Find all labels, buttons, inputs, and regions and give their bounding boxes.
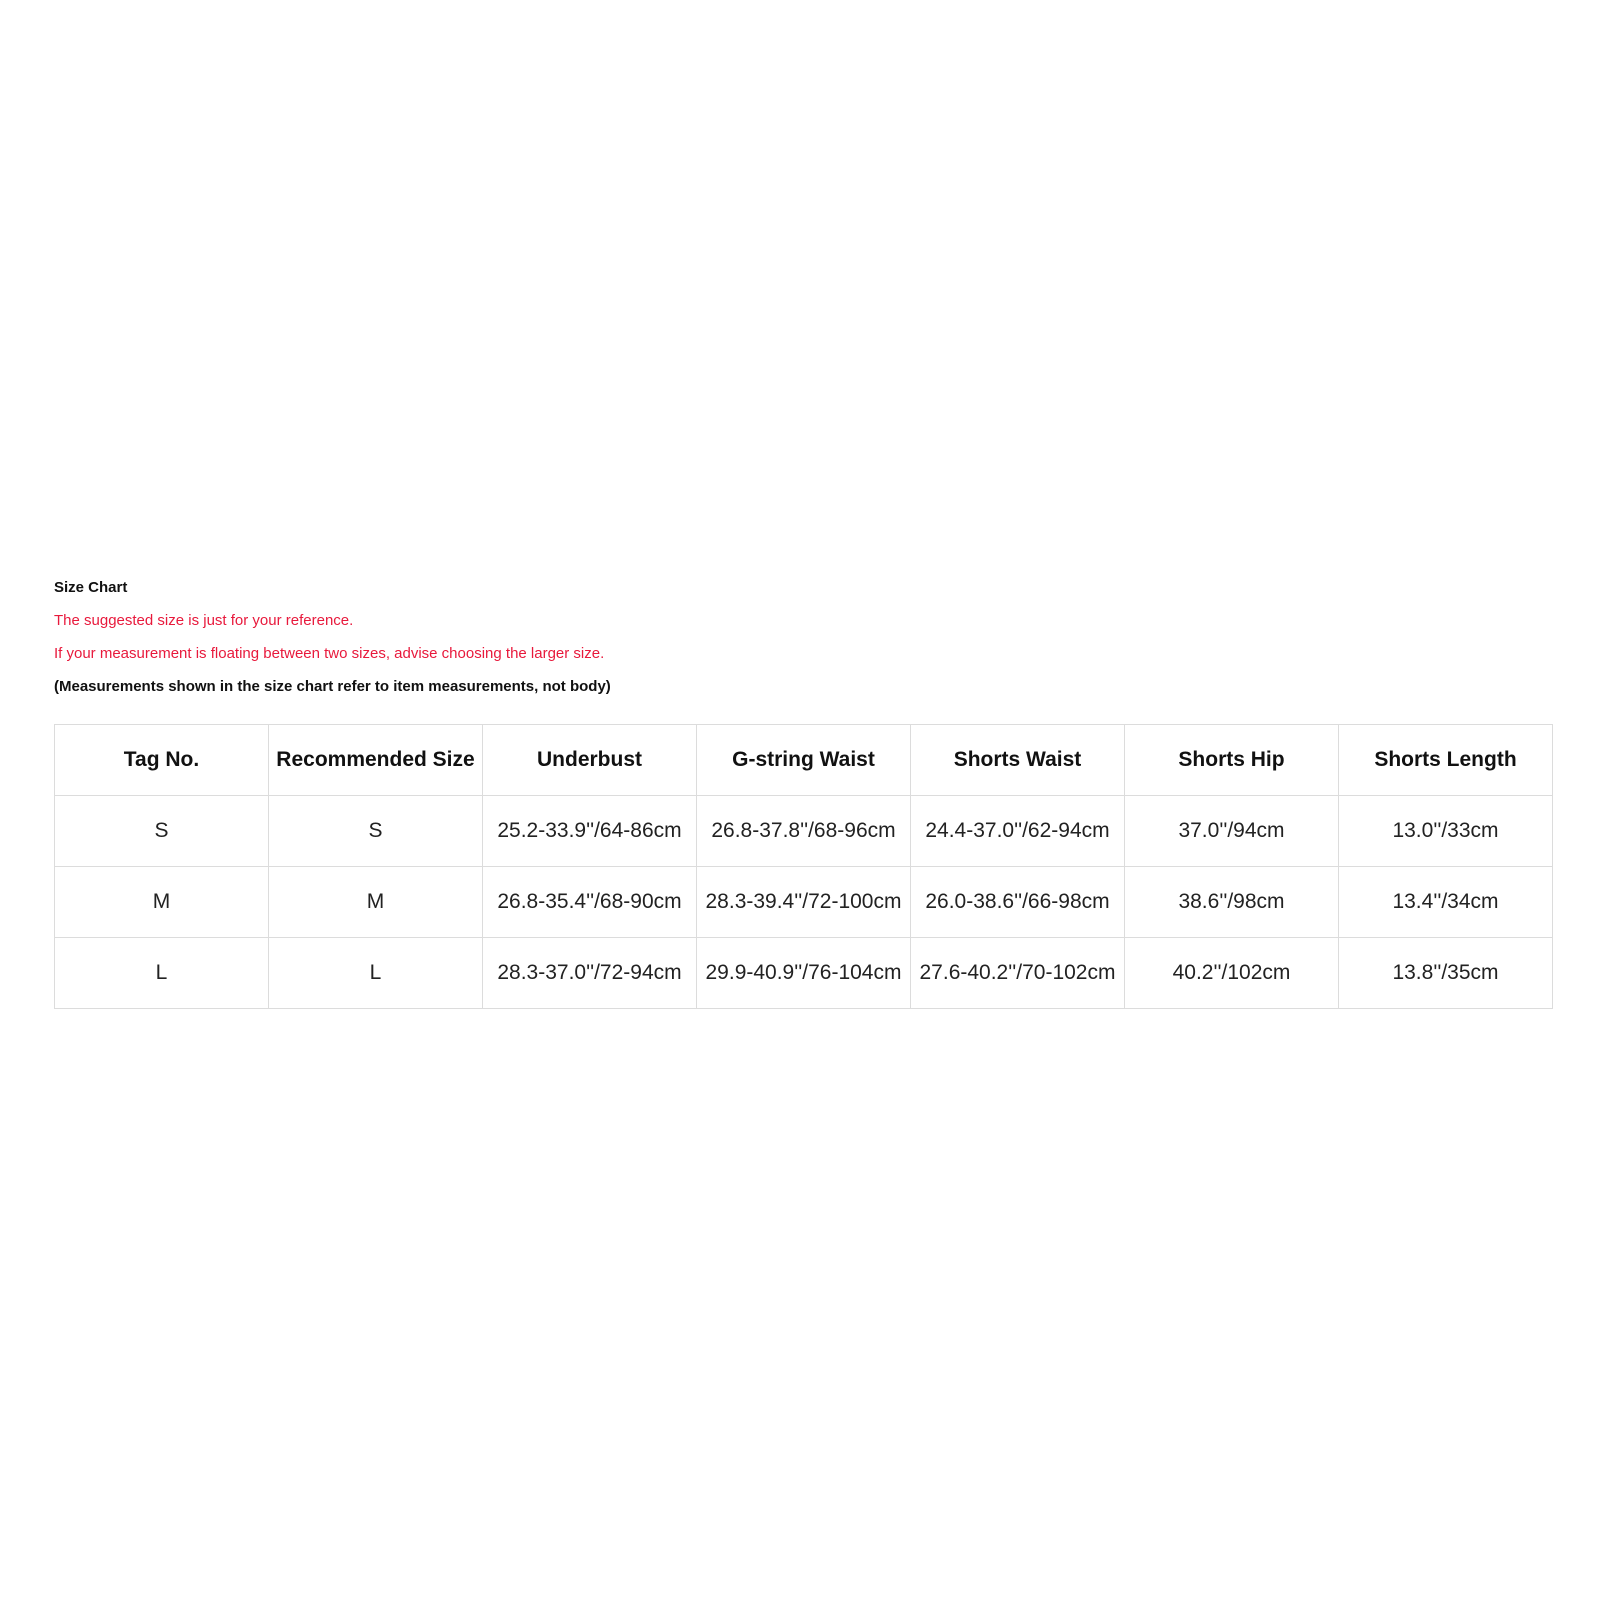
cell-g-string-waist: 29.9-40.9''/76-104cm (697, 938, 911, 1009)
cell-recommended-size: L (269, 938, 483, 1009)
table-row (55, 796, 1553, 867)
table-row (55, 867, 1553, 938)
size-chart (54, 578, 1552, 984)
reference-note: The suggested size is just for your reference. (54, 612, 354, 629)
chart-title: Size Chart (54, 579, 128, 596)
cell-tag-no: M (55, 867, 269, 938)
table-row (55, 938, 1553, 1009)
cell-shorts-hip: 37.0''/94cm (1125, 796, 1339, 867)
header-g-string-waist: G-string Waist (697, 725, 911, 796)
cell-underbust: 25.2-33.9''/64-86cm (483, 796, 697, 867)
cell-shorts-length: 13.0''/33cm (1339, 796, 1553, 867)
header-shorts-waist: Shorts Waist (911, 725, 1125, 796)
cell-underbust: 26.8-35.4''/68-90cm (483, 867, 697, 938)
cell-shorts-waist: 27.6-40.2''/70-102cm (911, 938, 1125, 1009)
cell-tag-no: S (55, 796, 269, 867)
header-tag-no: Tag No. (55, 725, 269, 796)
cell-recommended-size: S (269, 796, 483, 867)
cell-tag-no: L (55, 938, 269, 1009)
header-shorts-hip: Shorts Hip (1125, 725, 1339, 796)
table-header-row (55, 725, 1553, 796)
cell-underbust: 28.3-37.0''/72-94cm (483, 938, 697, 1009)
cell-shorts-length: 13.4''/34cm (1339, 867, 1553, 938)
size-table (54, 724, 1553, 1009)
cell-shorts-waist: 26.0-38.6''/66-98cm (911, 867, 1125, 938)
sizing-advice-note: If your measurement is floating between two sizes, advise choosing the larger size. (54, 645, 605, 662)
header-underbust: Underbust (483, 725, 697, 796)
cell-shorts-hip: 40.2''/102cm (1125, 938, 1339, 1009)
header-shorts-length: Shorts Length (1339, 725, 1553, 796)
cell-recommended-size: M (269, 867, 483, 938)
cell-shorts-waist: 24.4-37.0''/62-94cm (911, 796, 1125, 867)
header-recommended-size: Recommended Size (269, 725, 483, 796)
measurement-disclaimer: (Measurements shown in the size chart refer to item measurements, not body) (54, 678, 611, 695)
cell-g-string-waist: 26.8-37.8''/68-96cm (697, 796, 911, 867)
cell-shorts-length: 13.8''/35cm (1339, 938, 1553, 1009)
cell-g-string-waist: 28.3-39.4''/72-100cm (697, 867, 911, 938)
cell-shorts-hip: 38.6''/98cm (1125, 867, 1339, 938)
